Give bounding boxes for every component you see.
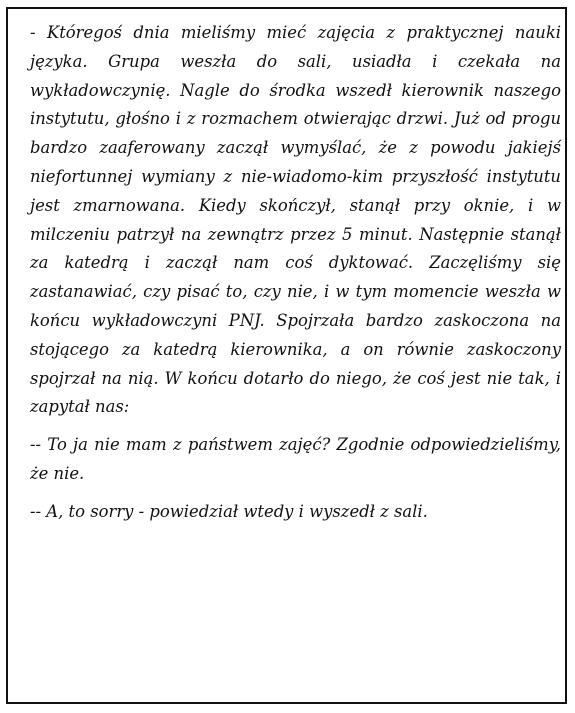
- paragraph-story: - Któregoś dnia mieliśmy mieć zajęcia z praktycznej nauki języka. Grupa weszła do sali, usiadła i czekała na wykładowczynię. Nagle do środka wszedł kierownik naszego instytutu, głośno i z rozmachem otwierając drzwi. Już od progu bardzo zaaferowany zaczął wymyślać, że z powodu jakiejś niefortunnej wymiany z nie-wiadomo-kim przyszłość instytutu jest zmarnowana. Kiedy skończył, stanął przy oknie, i w milczeniu patrzył na zewnątrz przez 5 minut. Następnie stanął za katedrą i zaczął nam coś dyktować. Zaczęliśmy się zastanawiać, czy pisać to, czy nie, i w tym momencie weszła w końcu wykładowczyni PNJ. Spojrzała bardzo zaskoczona na stojącego za katedrą kierownika, a on równie zaskoczony spojrzał na nią. W końcu dotarło do niego, że coś jest nie tak, i zapytał nas:: [30, 23, 561, 417]
- text-content: [30, 19, 561, 527]
- paragraph-reply: -- A, to sorry - powiedział wtedy i wyszedł z sali.: [30, 501, 428, 521]
- text-box-border: [6, 7, 567, 704]
- paragraph-question: -- To ja nie mam z państwem zajęć? Zgodnie odpowiedzieliśmy, że nie.: [30, 435, 561, 483]
